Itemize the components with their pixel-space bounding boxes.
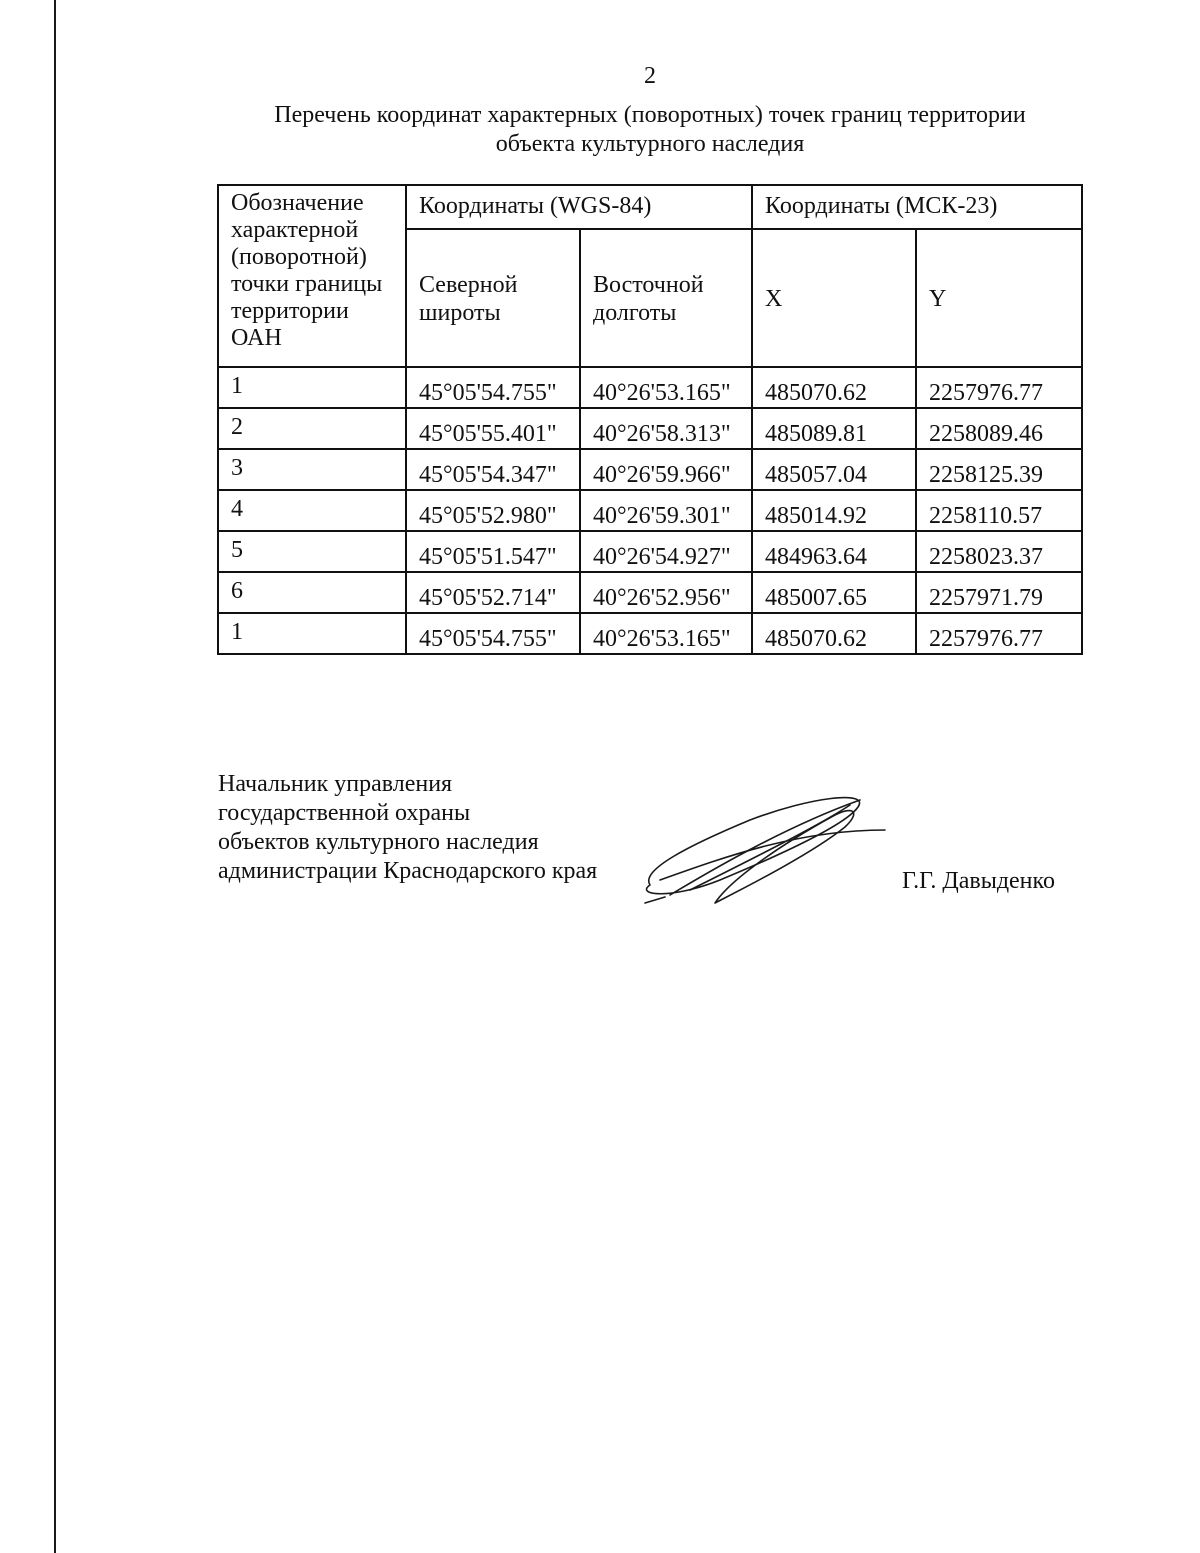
table-row	[218, 490, 1082, 531]
point-number: 3	[218, 449, 406, 490]
title-line-2: объекта культурного наследия	[495, 131, 805, 157]
point-number: 4	[218, 490, 406, 531]
position-line: объектов культурного наследия	[218, 829, 539, 855]
title-line-1: Перечень координат характерных (поворотных) точек границ территории	[274, 102, 1026, 128]
position-line: Начальник управления	[218, 771, 453, 797]
y-value: 2258089.46	[916, 408, 1082, 449]
point-number: 6	[218, 572, 406, 613]
designation-line: (поворотной)	[231, 244, 367, 270]
east-line: долготы	[593, 300, 677, 326]
north-latitude-value: 45°05'55.401"	[406, 408, 580, 449]
y-value: 2257976.77	[916, 367, 1082, 408]
x-value: 485014.92	[752, 490, 916, 531]
east-longitude-value: 40°26'53.165"	[580, 613, 752, 654]
east-line: Восточной	[593, 272, 704, 298]
table-row	[218, 449, 1082, 490]
north-latitude-value: 45°05'52.980"	[406, 490, 580, 531]
y-value: 2258110.57	[916, 490, 1082, 531]
header-north-latitude	[406, 229, 580, 367]
signatory-position	[218, 770, 597, 886]
north-line: широты	[419, 300, 501, 326]
x-value: 485057.04	[752, 449, 916, 490]
north-latitude-value: 45°05'54.755"	[406, 367, 580, 408]
position-line: администрации Краснодарского края	[218, 858, 598, 884]
designation-line: территории	[231, 298, 349, 324]
table-row	[218, 572, 1082, 613]
designation-line: точки границы	[231, 271, 383, 297]
x-value: 485089.81	[752, 408, 916, 449]
point-number: 1	[218, 613, 406, 654]
north-latitude-value: 45°05'52.714"	[406, 572, 580, 613]
header-x: X	[752, 229, 916, 367]
y-value: 2258023.37	[916, 531, 1082, 572]
x-value: 485070.62	[752, 367, 916, 408]
point-number: 5	[218, 531, 406, 572]
header-east-longitude	[580, 229, 752, 367]
header-y: Y	[916, 229, 1082, 367]
point-number: 1	[218, 367, 406, 408]
x-value: 485070.62	[752, 613, 916, 654]
signatory-name: Г.Г. Давыденко	[902, 868, 1055, 894]
point-number: 2	[218, 408, 406, 449]
coordinates-table	[217, 184, 1083, 655]
table-row	[218, 367, 1082, 408]
y-value: 2258125.39	[916, 449, 1082, 490]
north-latitude-value: 45°05'54.347"	[406, 449, 580, 490]
east-longitude-value: 40°26'54.927"	[580, 531, 752, 572]
y-value: 2257976.77	[916, 613, 1082, 654]
table-row	[218, 613, 1082, 654]
table-row	[218, 408, 1082, 449]
north-latitude-value: 45°05'54.755"	[406, 613, 580, 654]
east-longitude-value: 40°26'58.313"	[580, 408, 752, 449]
header-wgs84-group: Координаты (WGS-84)	[406, 185, 752, 229]
designation-line: Обозначение	[231, 190, 364, 216]
east-longitude-value: 40°26'52.956"	[580, 572, 752, 613]
north-latitude-value: 45°05'51.547"	[406, 531, 580, 572]
document-title	[235, 101, 1065, 159]
position-line: государственной охраны	[218, 800, 471, 826]
table-header-row	[218, 185, 1082, 229]
page-number: 2	[644, 63, 656, 89]
handwritten-signature	[630, 785, 900, 915]
designation-line: ОАН	[231, 325, 282, 351]
table-row	[218, 531, 1082, 572]
east-longitude-value: 40°26'53.165"	[580, 367, 752, 408]
east-longitude-value: 40°26'59.966"	[580, 449, 752, 490]
east-longitude-value: 40°26'59.301"	[580, 490, 752, 531]
north-line: Северной	[419, 272, 518, 298]
header-msk23-group: Координаты (МСК-23)	[752, 185, 1082, 229]
x-value: 484963.64	[752, 531, 916, 572]
left-margin-line	[54, 0, 56, 1553]
y-value: 2257971.79	[916, 572, 1082, 613]
header-point-designation	[218, 185, 406, 367]
x-value: 485007.65	[752, 572, 916, 613]
designation-line: характерной	[231, 217, 359, 243]
